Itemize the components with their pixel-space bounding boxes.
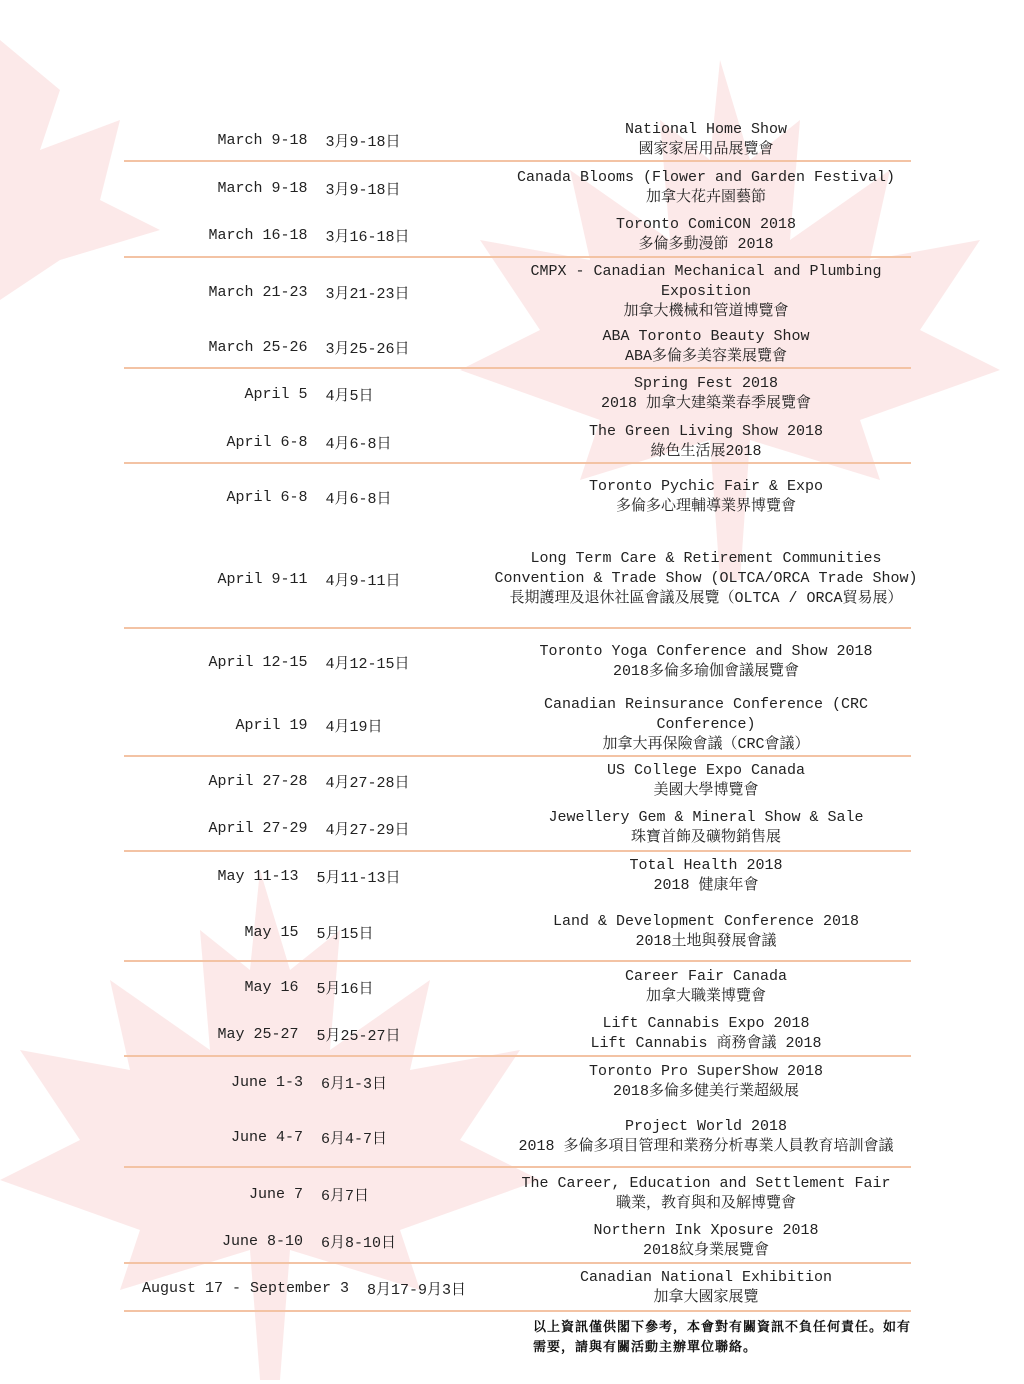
event-date: April 19 4月19日 — [235, 716, 383, 736]
event-date: April 27-28 4月27-28日 — [208, 772, 410, 792]
list-item — [124, 372, 910, 416]
divider — [124, 1166, 911, 1168]
list-item — [124, 420, 910, 464]
event-date: March 9-18 3月9-18日 — [217, 131, 401, 151]
event-date: June 4-7 6月4-7日 — [230, 1128, 388, 1148]
divider — [124, 462, 911, 464]
list-item — [124, 854, 910, 898]
event-date: April 9-11 4月9-11日 — [217, 570, 401, 590]
event-name: Spring Fest 2018 2018 加拿大建築業春季展覽會 — [600, 375, 811, 412]
event-name: Long Term Care & Retirement Communities Convention & Trade Show (OLTCA/ORCA Trade Show) 長期護理及退休社區會議及展覽（OLTCA / ORCA貿易展） — [494, 550, 918, 607]
event-date: April 12-15 4月12-15日 — [208, 653, 410, 673]
list-item — [124, 260, 910, 324]
event-name: The Career, Education and Settlement Fair 職業，教育與和及解博覽會 — [521, 1175, 891, 1212]
event-date: June 7 6月7日 — [248, 1185, 370, 1205]
divider — [124, 1310, 911, 1312]
event-name: Toronto Pro SuperShow 2018 2018多倫多健美行業超級展 — [588, 1063, 824, 1100]
list-item — [124, 904, 910, 960]
divider — [124, 367, 911, 369]
list-item — [124, 166, 910, 210]
list-item — [124, 530, 918, 628]
event-date: May 15 5月15日 — [244, 923, 374, 943]
event-date: April 6-8 4月6-8日 — [226, 488, 392, 508]
list-item — [124, 965, 910, 1009]
list-item — [124, 1106, 910, 1168]
divider — [124, 160, 911, 162]
event-date: April 6-8 4月6-8日 — [226, 433, 392, 453]
event-date: May 16 5月16日 — [244, 978, 374, 998]
event-name: Canadian Reinsurance Conference (CRC Conference) 加拿大再保險會議（CRC會議） — [543, 696, 869, 753]
event-name: ABA Toronto Beauty Show ABA多倫多美容業展覽會 — [602, 328, 810, 365]
event-name: Canadian National Exhibition 加拿大國家展覽 — [579, 1269, 833, 1306]
event-date: August 17 - September 3 8月17-9月3日 — [141, 1279, 467, 1299]
event-date: March 21-23 3月21-23日 — [208, 283, 410, 303]
divider — [124, 256, 911, 258]
event-name: Toronto Yoga Conference and Show 2018 2018多倫多瑜伽會議展覽會 — [539, 643, 873, 680]
event-name: Canada Blooms (Flower and Garden Festival) 加拿大花卉園藝節 — [516, 169, 896, 206]
list-item — [124, 118, 910, 162]
event-name: Toronto Pychic Fair & Expo 多倫多心理輔導業界博覽會 — [588, 478, 824, 515]
event-date: June 8-10 6月8-10日 — [221, 1232, 397, 1252]
event-date: March 25-26 3月25-26日 — [208, 338, 410, 358]
disclaimer-text: 以上資訊僅供閣下參考，本會對有關資訊不負任何責任。如有需要，請與有關活動主辦單位聯絡。 — [533, 1320, 912, 1355]
divider — [124, 850, 911, 852]
divider — [124, 1055, 911, 1057]
event-name: The Green Living Show 2018 綠色生活展2018 — [588, 423, 824, 460]
event-name: Project World 2018 2018 多倫多項目管理和業務分析專業人員教育培訓會議 — [518, 1118, 894, 1155]
event-date: April 27-29 4月27-29日 — [208, 819, 410, 839]
event-date: April 5 4月5日 — [244, 385, 374, 405]
event-name: Total Health 2018 2018 健康年會 — [629, 857, 783, 894]
list-item — [124, 1219, 910, 1263]
divider — [124, 755, 911, 757]
event-date: June 1-3 6月1-3日 — [230, 1073, 388, 1093]
list-item — [124, 1012, 910, 1056]
event-date: May 11-13 5月11-13日 — [217, 867, 401, 887]
event-date: March 9-18 3月9-18日 — [217, 179, 401, 199]
divider — [124, 1262, 911, 1264]
divider — [124, 960, 911, 962]
event-date: March 16-18 3月16-18日 — [208, 226, 410, 246]
list-item — [124, 694, 910, 756]
list-item — [124, 632, 910, 692]
event-name: National Home Show 國家家居用品展覽會 — [624, 121, 788, 158]
event-name: Career Fair Canada 加拿大職業博覽會 — [624, 968, 788, 1005]
list-item — [124, 466, 910, 528]
event-name: Land & Development Conference 2018 2018土地與發展會議 — [552, 913, 860, 950]
list-item — [124, 759, 910, 803]
list-item — [124, 1172, 910, 1216]
event-name: Jewellery Gem & Mineral Show & Sale 珠寶首飾及礦物銷售展 — [548, 809, 864, 846]
event-name: US College Expo Canada 美國大學博覽會 — [606, 762, 806, 799]
event-name: CMPX - Canadian Mechanical and Plumbing Exposition 加拿大機械和管道博覽會 — [530, 263, 882, 320]
event-name: Lift Cannabis Expo 2018 Lift Cannabis 商務會議 2018 — [590, 1015, 822, 1052]
divider — [124, 627, 911, 629]
event-date: May 25-27 5月25-27日 — [217, 1025, 401, 1045]
list-item — [124, 325, 910, 369]
list-item — [124, 213, 910, 257]
event-name: Toronto ComiCON 2018 多倫多動漫節 2018 — [615, 216, 797, 253]
list-item — [124, 1266, 910, 1310]
list-item — [124, 806, 910, 850]
list-item — [124, 1060, 910, 1104]
event-name: Northern Ink Xposure 2018 2018紋身業展覽會 — [593, 1222, 819, 1259]
